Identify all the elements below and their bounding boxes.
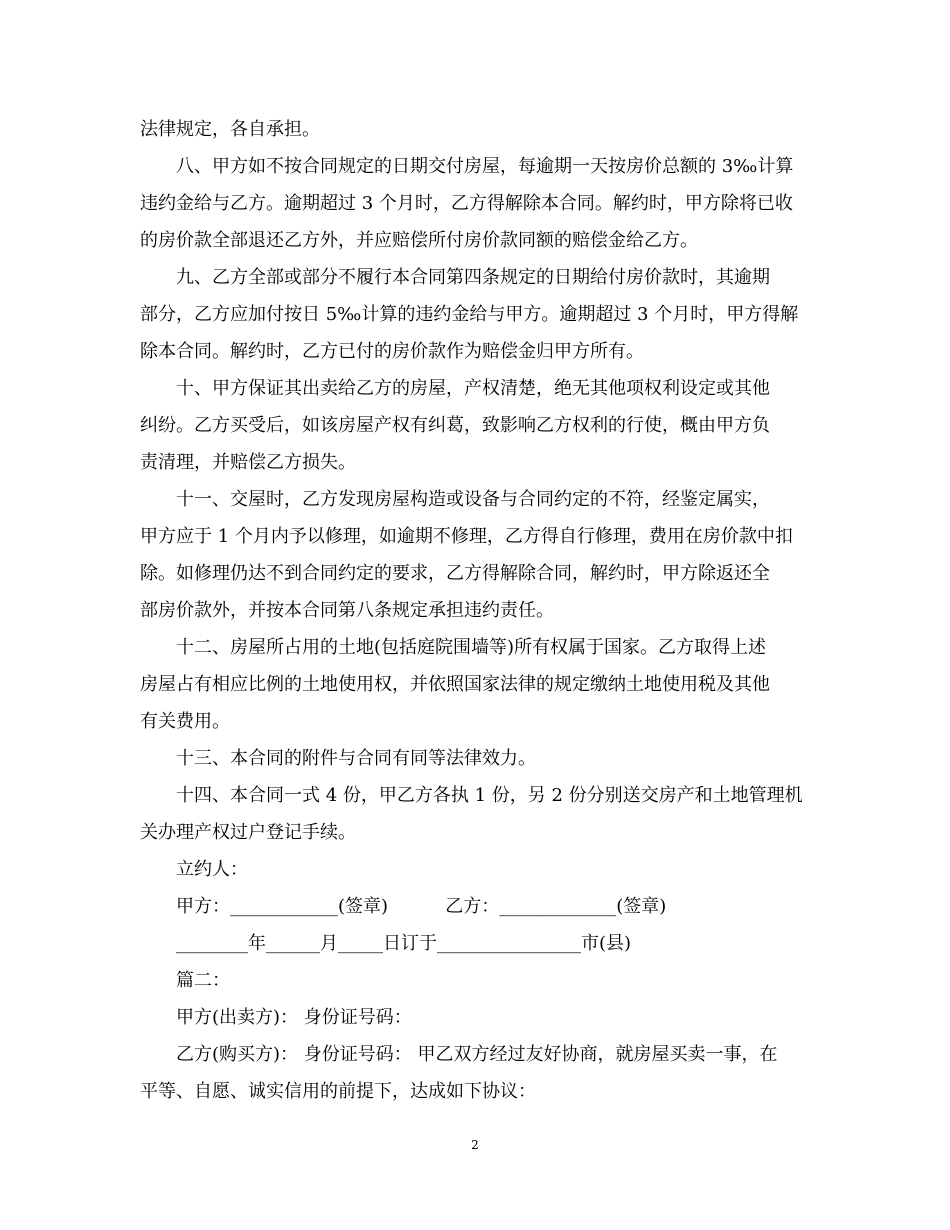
text-line: 十三、本合同的附件与合同有同等法律效力。 [176, 748, 536, 769]
text-line: 甲方应于 1 个月内予以修理，如逾期不修理，乙方得自行修理，费用在房价款中扣 [140, 526, 793, 547]
text-line: 乙方(购买方)： 身份证号码： 甲乙双方经过友好协商，就房屋买卖一事，在 [176, 1044, 778, 1065]
page-number: 2 [471, 1138, 479, 1152]
text-line: 除。如修理仍达不到合同约定的要求，乙方得解除合同，解约时，甲方除返还全 [140, 563, 770, 584]
text-line: 纠纷。乙方买受后，如该房屋产权有纠葛，致影响乙方权利的行使，概由甲方负 [140, 415, 770, 436]
text-line: 部分，乙方应加付按日 5‰计算的违约金给与甲方。逾期超过 3 个月时，甲方得解 [140, 304, 799, 325]
text-line: 有关费用。 [140, 711, 230, 732]
text-line: 除本合同。解约时，乙方已付的房价款作为赔偿金归甲方所有。 [140, 341, 644, 362]
text-line: 关办理产权过户登记手续。 [140, 822, 356, 843]
section-heading: 篇二： [176, 970, 230, 991]
signature-line: 甲方：____________(签章) 乙方：_____________(签章) [176, 896, 667, 917]
text-line: 法律规定，各自承担。 [140, 119, 320, 140]
date-place-line: ________年______月_____日订于________________市(县) [176, 933, 632, 954]
signatories-label: 立约人： [176, 859, 248, 880]
text-line: 八、甲方如不按合同规定的日期交付房屋，每逾期一天按房价总额的 3‰计算 [176, 156, 794, 177]
text-line: 部房价款外，并按本合同第八条规定承担违约责任。 [140, 600, 554, 621]
text-line: 的房价款全部退还乙方外，并应赔偿所付房价款同额的赔偿金给乙方。 [140, 230, 698, 251]
text-line: 平等、自愿、诚实信用的前提下，达成如下协议： [140, 1081, 536, 1102]
text-line: 十二、房屋所占用的土地(包括庭院围墙等)所有权属于国家。乙方取得上述 [176, 637, 767, 658]
text-line: 责清理，并赔偿乙方损失。 [140, 452, 356, 473]
text-line: 十四、本合同一式 4 份，甲乙方各执 1 份，另 2 份分别送交房产和土地管理机 [176, 785, 803, 806]
text-line: 甲方(出卖方)： 身份证号码： [176, 1007, 412, 1028]
text-line: 房屋占有相应比例的土地使用权，并依照国家法律的规定缴纳土地使用税及其他 [140, 674, 770, 695]
text-line: 违约金给与乙方。逾期超过 3 个月时，乙方得解除本合同。解约时，甲方除将已收 [140, 193, 793, 214]
text-line: 九、乙方全部或部分不履行本合同第四条规定的日期给付房价款时，其逾期 [176, 267, 770, 288]
text-line: 十、甲方保证其出卖给乙方的房屋，产权清楚，绝无其他项权利设定或其他 [176, 378, 770, 399]
text-line: 十一、交屋时，乙方发现房屋构造或设备与合同约定的不符，经鉴定属实， [176, 489, 770, 510]
